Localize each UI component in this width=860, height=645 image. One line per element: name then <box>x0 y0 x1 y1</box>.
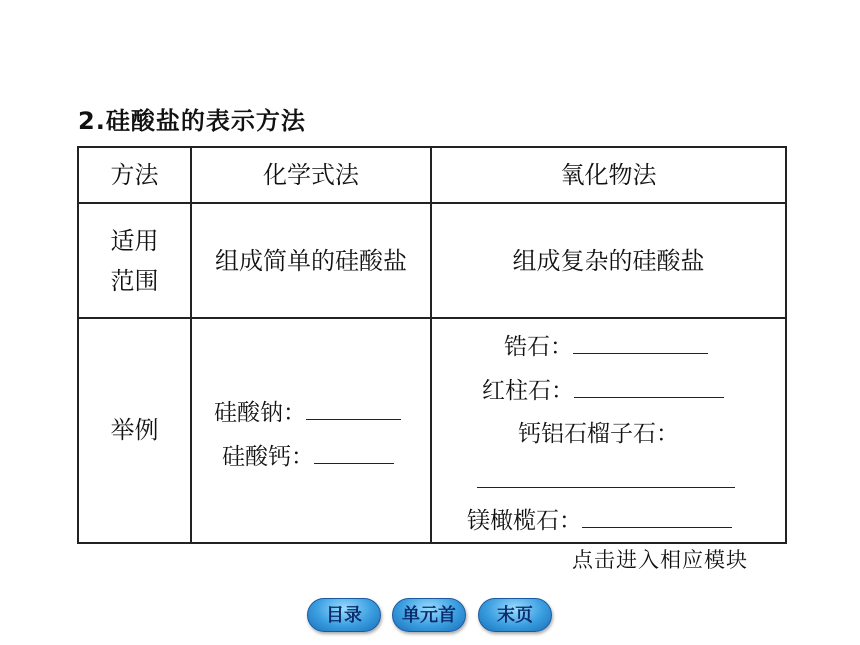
scope-oxide: 组成复杂的硅酸盐 <box>431 203 786 318</box>
label-forsterite: 镁橄榄石： <box>467 507 582 534</box>
fill-andalusite <box>482 375 724 406</box>
scope-label <box>78 203 191 318</box>
blank-zircon[interactable] <box>573 331 708 354</box>
example-oxide-cell <box>431 318 786 543</box>
label-andalusite: 红柱石： <box>482 377 574 404</box>
label-sodium-silicate: 硅酸钠： <box>214 399 306 426</box>
blank-andalusite[interactable] <box>574 375 724 398</box>
fill-zircon <box>504 331 708 362</box>
label-calcium-silicate: 硅酸钙： <box>222 443 314 470</box>
scope-label-line2: 范围 <box>110 266 159 295</box>
fill-calcium-silicate <box>222 441 394 472</box>
bottom-nav <box>300 598 560 634</box>
label-grossular: 钙铝石榴子石： <box>518 420 679 447</box>
fill-grossular <box>518 419 679 449</box>
fill-forsterite <box>467 505 732 536</box>
fill-sodium-silicate <box>214 397 401 428</box>
example-label: 举例 <box>78 318 191 543</box>
table-row-examples <box>78 318 786 543</box>
blank-forsterite[interactable] <box>582 505 732 528</box>
example-formula-cell <box>191 318 431 543</box>
header-oxide-method: 氧化物法 <box>431 147 786 203</box>
unit-home-button[interactable]: 单元首 <box>392 598 466 632</box>
scope-formula: 组成简单的硅酸盐 <box>191 203 431 318</box>
fill-grossular-answer <box>477 465 735 496</box>
methods-table <box>77 146 787 544</box>
last-page-button[interactable]: 末页 <box>478 598 552 632</box>
header-method: 方法 <box>78 147 191 203</box>
blank-grossular[interactable] <box>477 465 735 488</box>
section-title: 2.硅酸盐的表示方法 <box>78 107 306 135</box>
table-header-row <box>78 147 786 203</box>
navigation-hint: 点击进入相应模块 <box>572 548 748 572</box>
blank-calcium-silicate[interactable] <box>314 441 394 464</box>
scope-label-line1: 适用 <box>110 226 159 255</box>
label-zircon: 锆石： <box>504 333 573 360</box>
blank-sodium-silicate[interactable] <box>306 397 401 420</box>
header-formula-method: 化学式法 <box>191 147 431 203</box>
catalog-button[interactable]: 目录 <box>307 598 381 632</box>
table-row-scope <box>78 203 786 318</box>
